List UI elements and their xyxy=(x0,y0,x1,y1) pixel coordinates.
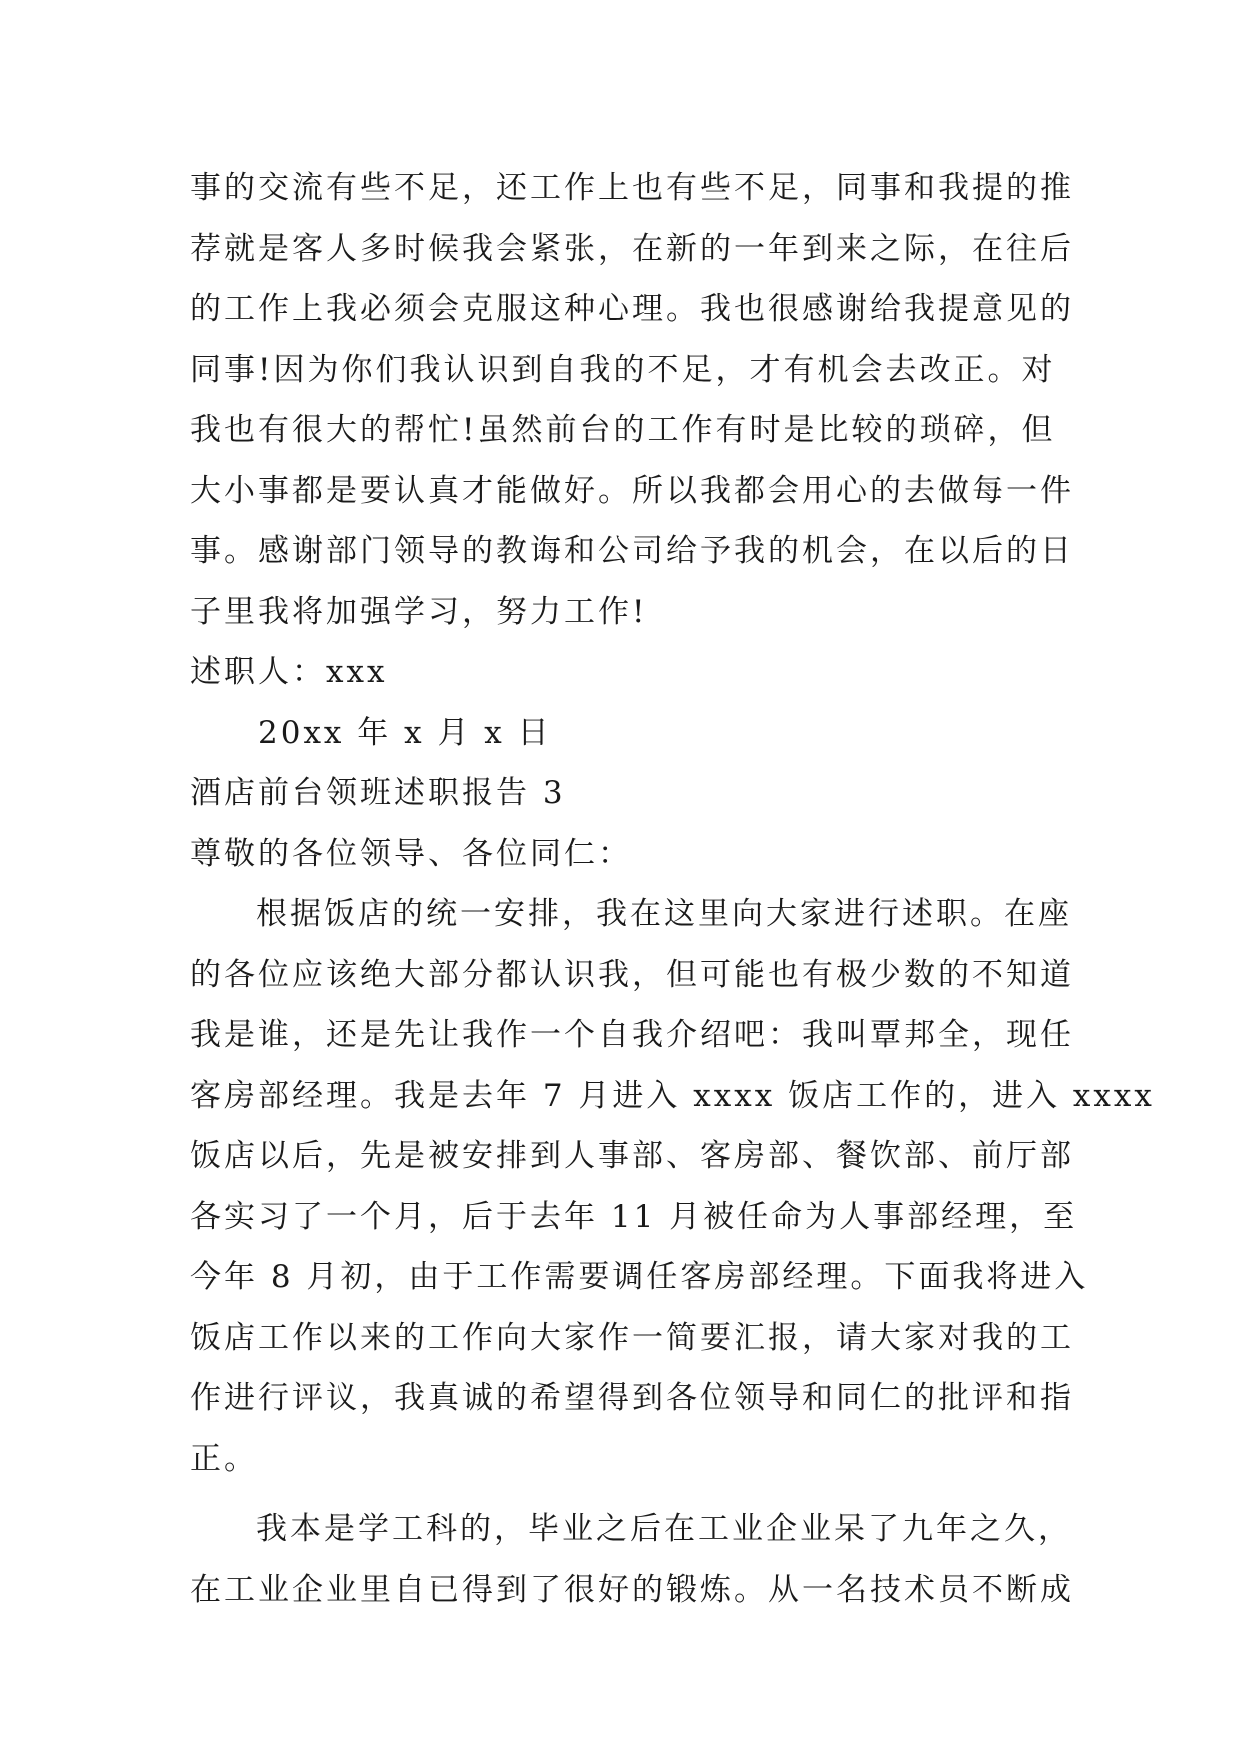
text-line: 正。 xyxy=(190,1440,258,1477)
text-line: 事的交流有些不足，还工作上也有些不足，同事和我提的推 xyxy=(190,170,1074,206)
section-title: 酒店前台领班述职报告 3 xyxy=(190,775,566,811)
text-line: 客房部经理。我是去年 7 月进入 xxxx 饭店工作的，进入 xxxx xyxy=(190,1077,1155,1114)
text-line: 我本是学工科的，毕业之后在工业企业呆了九年之久， xyxy=(256,1511,1072,1547)
text-line: 在工业企业里自已得到了很好的锻炼。从一名技术员不断成 xyxy=(190,1571,1074,1608)
paragraph xyxy=(190,884,1155,1489)
text-line: 根据饭店的统一安排，我在这里向大家进行述职。在座 xyxy=(256,896,1072,932)
date-line: 20xx 年 x 月 x 日 xyxy=(258,714,552,751)
text-line: 今年 8 月初，由于工作需要调任客房部经理。下面我将进入 xyxy=(190,1259,1089,1295)
text-line: 我也有很大的帮忙!虽然前台的工作有时是比较的琐碎，但 xyxy=(190,412,1056,448)
text-line: 我是谁，还是先让我作一个自我介绍吧：我叫覃邦全，现任 xyxy=(190,1017,1074,1053)
paragraph-continued xyxy=(190,158,1074,642)
text-line: 的各位应该绝大部分都认识我，但可能也有极少数的不知道 xyxy=(190,956,1074,993)
text-line: 事。感谢部门领导的教诲和公司给予我的机会，在以后的日 xyxy=(190,533,1074,569)
text-line: 各实习了一个月，后于去年 11 月被任命为人事部经理，至 xyxy=(190,1198,1078,1235)
text-line: 子里我将加强学习，努力工作! xyxy=(190,593,648,630)
text-line: 同事!因为你们我认识到自我的不足，才有机会去改正。对 xyxy=(190,351,1056,388)
text-line: 饭店以后，先是被安排到人事部、客房部、餐饮部、前厅部 xyxy=(190,1138,1074,1174)
salutation: 尊敬的各位领导、各位同仁： xyxy=(190,835,632,872)
paragraph xyxy=(190,1499,1074,1620)
text-line: 作进行评议，我真诚的希望得到各位领导和同仁的批评和指 xyxy=(190,1380,1074,1416)
text-line: 大小事都是要认真才能做好。所以我都会用心的去做每一件 xyxy=(190,472,1074,509)
text-line: 的工作上我必须会克服这种心理。我也很感谢给我提意见的 xyxy=(190,291,1074,327)
signature-line: 述职人：xxx xyxy=(190,654,388,690)
text-line: 饭店工作以来的工作向大家作一简要汇报，请大家对我的工 xyxy=(190,1319,1074,1356)
text-line: 荐就是客人多时候我会紧张，在新的一年到来之际，在往后 xyxy=(190,230,1074,267)
document-body xyxy=(190,158,1155,1620)
